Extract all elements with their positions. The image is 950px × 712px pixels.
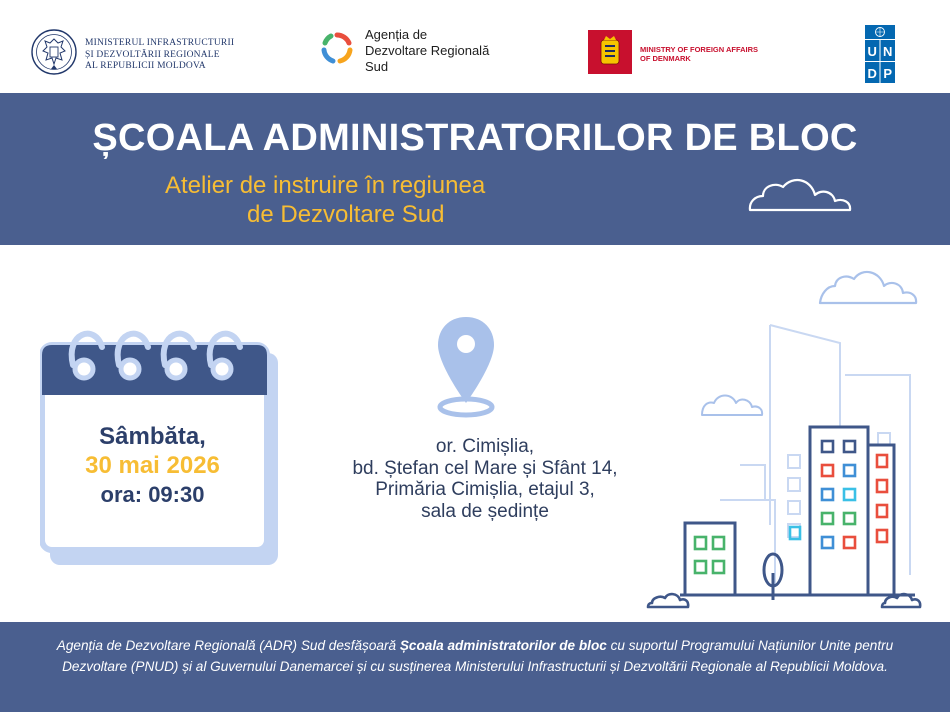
undp-letter: N	[883, 44, 893, 59]
cloud-icon	[702, 396, 762, 416]
undp-letter: D	[867, 66, 877, 81]
undp-letter: U	[867, 44, 877, 59]
moldova-coat-of-arms-icon	[30, 27, 78, 77]
undp-letter: P	[883, 66, 893, 81]
un-emblem-icon	[876, 28, 885, 37]
footer-description	[40, 636, 910, 677]
ministry-name-line2: ȘI DEZVOLTĂRII REGIONALE	[85, 49, 220, 60]
ministry-name-line1: MINISTERUL INFRASTRUCTURII	[85, 38, 235, 48]
ministry-name-line3: AL REPUBLICII MOLDOVA	[85, 61, 206, 71]
ministry-logo	[30, 27, 250, 77]
footer-text-bold: Școala administratorilor de bloc	[399, 638, 607, 653]
footer-text-part1: Agenția de Dezvoltare Regională (ADR) Sud desfășoară	[56, 638, 400, 653]
event-date: 30 mai 2026	[85, 452, 220, 479]
denmark-name-line1: MINISTRY OF FOREIGN AFFAIRS	[640, 45, 759, 54]
denmark-mfa-logo	[588, 30, 788, 76]
event-time: ora: 09:30	[100, 482, 205, 507]
page-title: ȘCOALA ADMINISTRATORILOR DE BLOC	[92, 117, 858, 159]
adr-name-line1: Agenția de	[365, 27, 428, 42]
subtitle-line1: Atelier de instruire în regiunea	[165, 172, 486, 199]
cloud-icon	[745, 168, 855, 216]
address-line3: Primăria Cimișlia, etajul 3,	[375, 479, 595, 500]
event-datetime	[40, 422, 265, 509]
adr-sud-logo	[320, 27, 520, 82]
adr-name-line2: Dezvoltare Regională	[365, 43, 490, 58]
address-line2: bd. Ștefan cel Mare și Sfânt 14,	[352, 457, 618, 479]
cloud-icon	[820, 272, 916, 303]
logo-bar	[0, 0, 950, 93]
address-line4: sala de ședințe	[421, 500, 549, 522]
adr-name-line3: Sud	[365, 59, 389, 74]
subtitle-line2: de Dezvoltare Sud	[247, 201, 445, 228]
denmark-name-line2: OF DENMARK	[640, 54, 691, 63]
undp-logo	[865, 25, 895, 83]
address-line1: or. Cimișlia,	[435, 436, 535, 457]
city-buildings-illustration	[640, 255, 940, 617]
event-address	[290, 436, 680, 522]
footer-text-part2: cu suportul Programului Națiunilor Unite pentru Dezvoltare (PNUD) și al Guvernului Danemarcei și cu susținerea Ministerului Infrastructurii și Dezvoltării Regionale al Republicii Moldova.	[62, 638, 894, 674]
adr-sud-name	[365, 27, 489, 75]
location-pin-icon	[436, 315, 496, 425]
denmark-coat-of-arms-icon	[588, 30, 632, 74]
denmark-mfa-name	[640, 45, 758, 63]
ministry-name	[85, 38, 234, 73]
page-subtitle	[165, 171, 625, 229]
adr-sud-logo-icon	[320, 31, 354, 65]
event-day: Sâmbăta,	[99, 423, 206, 450]
